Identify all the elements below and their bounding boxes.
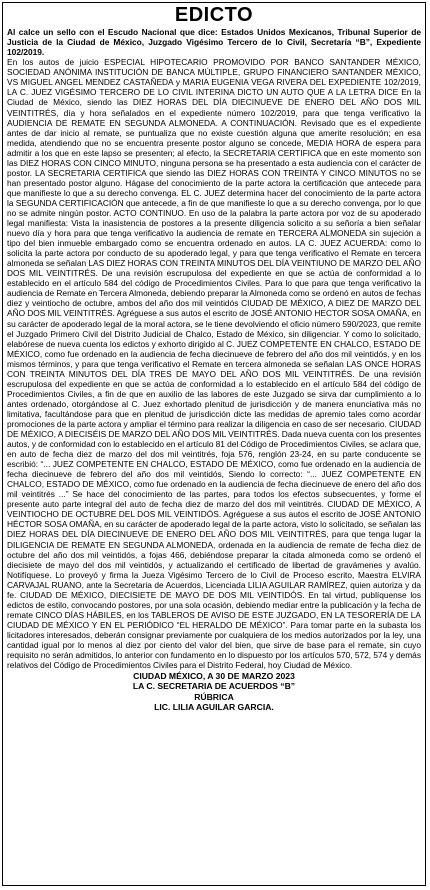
signature-block [7, 671, 421, 712]
signature-date-line: CIUDAD MÉXICO, A 30 DE MARZO 2023 [133, 671, 295, 682]
edict-body-text: En los autos de juicio ESPECIAL HIPOTECARIO PROMOVIDO POR BANCO SANTANDER MÉXICO, SOCIEDAD ANÓNIMA INSTITUCIÓN DE BANCA MÚLTIPLE, GRUPO FINANCIERO SANTANDER MÉXICO, VS MIGUEL ANGEL MENDEZ CASTAÑEDA y MARIA EUGENIA VEGA RIVERA DEL EXPEDIENTE 102/2019, LA C. JUEZ VIGÉSIMO TERCERO DE LO CIVIL INTERINA DICTO UN AUTO QUE A LA LETRA DICE En la Ciudad de México, siendo las DIEZ HORAS DEL DÍA DIECINUEVE DE ENERO DEL AÑO DOS MIL VEINTITRÉS, día y hora señalados en el expediente número 102/2019, para que tenga verificativo la AUDIENCIA DE REMATE EN SEGUNDA ALMONEDA. A CONTINUACIÓN. Revisado que es el expediente antes de dar inicio al remate, se puntualiza que no existe cuestión alguna que amerite resolución; en esa medida, atendiendo que no se encuentra presente postor alguno se concede, MEDIA HORA de espera para admitir a los que en este lapso se presenten; al efecto, la SECRETARIA CERTIFICA que en este momento son las DIEZ HORAS CON CINCO MINUTO, ninguna persona se ha presentado a esta audiencia con el carácter de postor. LA SECRETARIA CERTIFICA que siendo las DIEZ HORAS CON TREINTA Y CINCO MINUTOS no se han presentado postor alguno. Hágase del conocimiento de la parte actora la certificación que antecede para que manifieste lo que a su derecho convenga. EL C. JUEZ determina hacer del conocimiento de la parte actora la SEGUNDA CERTIFICACIÓN que antecede, a fin de que manifieste lo que a su derecho convenga, por lo que no se admite ningún postor. ACTO CONTINUO. En uso de la palabra la parte actora por voz de su apoderado legal manifiesta: Vista la inasistencia de postores a la presente diligencia solicito a su señoría a bien señalar nuevo día y hora para que tenga verificativo la audiencia de remate en TERCERA ALMONEDA sin sujeción a tipo del bien inmueble embargado como se encuentra ordenado en autos. LA C. JUEZ ACUERDA: como lo solicita la parte actora por conducto de su apoderado legal, y para que tenga verificativo el Remate en tercera almoneda se señalan LAS DIEZ HORAS CON TREINTA MINUTOS DEL DÍA VEINTIUNO DE MARZO DEL AÑO DOS MIL VEINTITRÉS. De una revisión escrupulosa del expediente en que se actúa de conformidad a lo establecido en el artículo 584 del código de Procedimientos Civiles. Para lo que para que tenga verificativo la audiencia de Remate en Tercera Almoneda, debiendo preparar la Almoneda como se ordenó en autos de fechas diez y veintiocho de octubre, ambos del año dos mil veintidós CIUDAD DE MÉXICO, A DIEZ DE MARZO DEL AÑO DOS MIL VEINTITRÉS. Agréguese a sus autos el escrito de JOSÉ ANTONIO HECTOR SOSA OMAÑA, en su carácter de apoderado legal de la moral actora, se le tiene devolviendo el oficio número 590/2023, que remite el Juzgado Primero Civil del Distrito Judicial de Chalco, Estado de México, sin diligenciar. Y como lo solicitado, elabórese de nueva cuenta los edictos y exhorto dirigido al C. JUEZ COMPETENTE EN CHALCO, ESTADO DE MÉXICO, como fue ordenado en la audiencia de fecha diecinueve de febrero del año dos mil veintidós, y en los mismos términos, y para que tenga verificativo el Remate en tercera almoneda se señalan LAS ONCE HORAS CON TREINTA MINUTOS DEL DÍA TRES DE MAYO DEL AÑO DOS MIL VEINTITRÉS. De una revisión escrupulosa del expediente en que se actúa de conformidad a lo establecido en el artículo 584 del código de Procedimientos Civiles, a fin de que en auxilio de las labores de este Juzgado se sirva dar cumplimiento a lo antes ordenado, otorgándose al C. Juez exhortado plenitud de jurisdicción y de manera enunciativa más no limitativa, facultándose para que en plenitud de jurisdicción dicte las medidas de apremio tales como acordar promociones de la parte actora y ampliar el término para realizar la diligencia en caso de ser necesario. CIUDAD DE MÉXICO, A DIECISÉIS DE MARZO DEL AÑO DOS MIL VEINTITRÉS. Dada nueva cuenta con los presentes autos, y de conformidad con lo establecido en el artículo 81 del Código de Procedimientos Civiles, se aclara que, en auto de fecha diez de marzo del dos mil veintitrés, foja 576, renglón 23-24, en su parte conducente se escribió: “... JUEZ COMPETENTE EN CHALCO, ESTADO DE MÉXICO, como fue ordenado en la audiencia de fecha diecinueve de febrero del año dos mil veintidós, Siendo lo correcto: “... JUEZ COMPETENTE EN CHALCO, ESTADO DE MÉXICO, como fue ordenado en la audiencia de fecha diecinueve de enero del año dos mil veintitrés ...” Se hace del conocimiento de las partes, para todos los efectos subsecuentes, y forme el presente auto parte integral del auto de fecha diez de marzo del dos mil veintitrés. CIUDAD DE MÉXICO, A VEINTIOCHO DE OCTUBRE DEL DOS MIL VEINTIDÓS. Agréguese a sus autos el escrito de JOSÉ ANTONIO HÉCTOR SOSA OMAÑA, en su carácter de apoderado legal de la parte actora, visto lo solicitado, se señalan las DIEZ HORAS DEL DÍA DIECINUEVE DE ENERO DEL AÑO DOS MIL VEINTITRÉS, para que tenga lugar la DILIGENCIA DE REMATE EN SEGUNDA ALMONEDA, ordenada en la audiencia de remate de fecha diez de octubre del año dos mil veintidós, a fojas 466, debiéndose preparar la citada almoneda como se ordenó el diecisiete de mayo del dos mil veintidós, y actualizando el certificado de libertad de gravámenes y avalúo. Notifíquese. Lo proveyó y firma la Jueza Vigésimo Tercero de lo Civil de Proceso escrito, Maestra ELVIRA CARVAJAL RUANO, ante la Secretaria de Acuerdos, Licenciada LILIA AGUILAR RAMÍREZ, quien autoriza y da fe. CIUDAD DE MÉXICO, DIECISIETE DE MAYO DE DOS MIL VEINTIDÓS. En tal virtud, publíquense los edictos de estilo, convocando postores, por una sola ocasión, debiendo mediar entre la publicación y la fecha de remate CINCO DÍAS HÁBILES, en los TABLEROS DE AVISO DE ESTE JUZGADO, EN LA TESORERÍA DE LA CIUDAD DE MÉXICO Y EN EL PERIÓDICO “EL HERALDO DE MÉXICO”. Para tomar parte en la subasta los licitadores interesados, deberán consignar previamente por cualquiera de los medios autorizados por la ley, una cantidad igual por lo menos al diez por ciento del valor del bien, que sirve de base para el remate, sin cuyo requisito no serán admitidos, lo anterior con fundamento en lo dispuesto por los artículos 570, 572, 574 y demás relativos del Código de Procedimientos Civiles para el Distrito Federal, hoy Ciudad de México. [7, 57, 421, 671]
signature-secretary-line: LA C. SECRETARIA DE ACUERDOS “B” [132, 681, 296, 692]
edict-title: EDICTO [174, 4, 254, 26]
seal-header-paragraph: Al calce un sello con el Escudo Nacional que dice: Estados Unidos Mexicanos, Tribunal Superior de Justicia de la Ciudad de México, Juzgado Vigésimo Tercero de lo Civil, Secretaría “B”, Expediente 102/2019. [7, 27, 421, 58]
signature-rubrica-line: RÚBRICA [194, 691, 234, 702]
signature-name-line: LIC. LILIA AGUILAR GARCIA. [154, 702, 274, 713]
edict-notice [2, 2, 426, 886]
